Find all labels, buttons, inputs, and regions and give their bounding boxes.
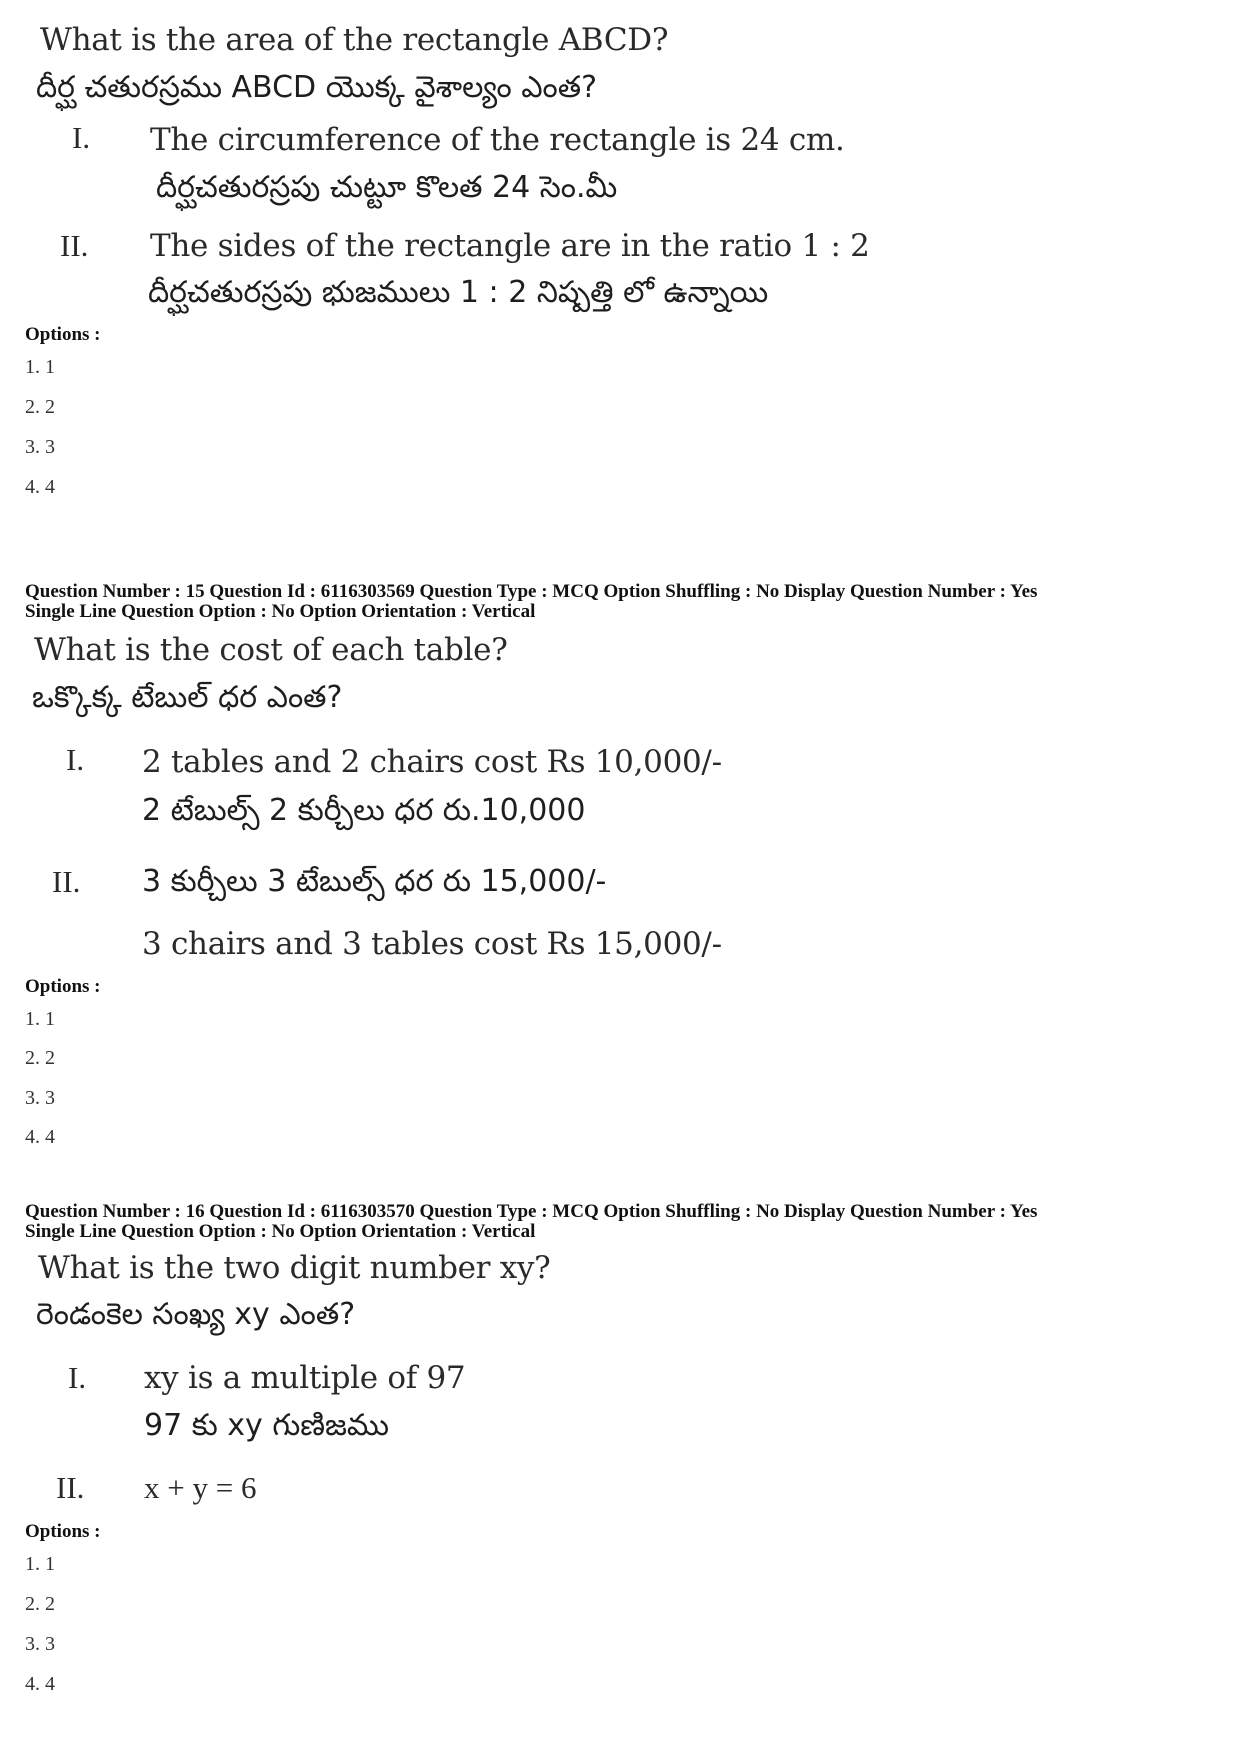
question-16-text-en: What is the two digit number xy? <box>38 1250 551 1286</box>
statement-1-number: I. <box>66 742 85 777</box>
question-14-text-en: What is the area of the rectangle ABCD? <box>40 22 669 58</box>
options-label: Options : <box>25 976 101 997</box>
question-16-meta-line-2: Single Line Question Option : No Option Orientation : Vertical <box>25 1221 536 1242</box>
statement-2-text-en: The sides of the rectangle are in the ratio 1 : 2 <box>150 228 870 264</box>
statement-2-text-te: దీర్ఘచతురస్రపు భుజములు 1 : 2 నిష్పత్తి లో ఉన్నాయి <box>148 275 769 310</box>
option-2[interactable]: 2. 2 <box>25 1047 55 1069</box>
option-1[interactable]: 1. 1 <box>25 1008 55 1030</box>
statement-1-number: I. <box>68 1360 87 1395</box>
options-label: Options : <box>25 324 101 345</box>
option-3[interactable]: 3. 3 <box>25 1633 55 1655</box>
statement-2-line-1: 3 కుర్చీలు 3 టేబుల్స్ ధర రు 15,000/- <box>142 864 607 899</box>
question-16-text-te: రెండంకెల సంఖ్య xy ఎంత? <box>36 1297 356 1332</box>
statement-1-text-en: xy is a multiple of 97 <box>144 1360 466 1396</box>
statement-1-text-te: దీర్ఘచతురస్రపు చుట్టూ కొలత 24 సెం.మీ <box>156 170 618 205</box>
question-15-text-en: What is the cost of each table? <box>34 632 508 668</box>
option-1[interactable]: 1. 1 <box>25 1553 55 1575</box>
option-2[interactable]: 2. 2 <box>25 396 55 418</box>
statement-1-line-1: 2 tables and 2 chairs cost Rs 10,000/- <box>142 744 722 780</box>
question-15-text-te: ఒక్కొక్క టేబుల్ ధర ఎంత? <box>32 680 343 715</box>
option-4[interactable]: 4. 4 <box>25 476 55 498</box>
statement-2-number: II. <box>52 864 81 899</box>
statement-2-number: II. <box>56 1470 85 1505</box>
option-1[interactable]: 1. 1 <box>25 356 55 378</box>
statement-1-text-te: 97 కు xy గుణిజము <box>144 1408 390 1443</box>
option-4[interactable]: 4. 4 <box>25 1126 55 1148</box>
question-15-meta-line-2: Single Line Question Option : No Option Orientation : Vertical <box>25 601 536 622</box>
statement-2-line-2: 3 chairs and 3 tables cost Rs 15,000/- <box>142 926 722 962</box>
question-16-meta-line-1: Question Number : 16 Question Id : 6116303570 Question Type : MCQ Option Shuffling : No Display Question Number : Yes <box>25 1201 1038 1222</box>
statement-1-number: I. <box>72 120 91 155</box>
option-3[interactable]: 3. 3 <box>25 1087 55 1109</box>
option-3[interactable]: 3. 3 <box>25 436 55 458</box>
option-2[interactable]: 2. 2 <box>25 1593 55 1615</box>
statement-2-number: II. <box>60 228 89 263</box>
statement-1-text-en: The circumference of the rectangle is 24 cm. <box>150 122 845 158</box>
option-4[interactable]: 4. 4 <box>25 1673 55 1695</box>
options-label: Options : <box>25 1521 101 1542</box>
statement-1-line-2: 2 టేబుల్స్ 2 కుర్చీలు ధర రు.10,000 <box>142 793 586 828</box>
question-15-meta-line-1: Question Number : 15 Question Id : 6116303569 Question Type : MCQ Option Shuffling : No Display Question Number : Yes <box>25 581 1038 602</box>
statement-2-text-en: x + y = 6 <box>144 1470 257 1505</box>
question-14-text-te: దీర్ఘ చతురస్రము ABCD యొక్క వైశాల్యం ఎంత? <box>36 70 598 105</box>
